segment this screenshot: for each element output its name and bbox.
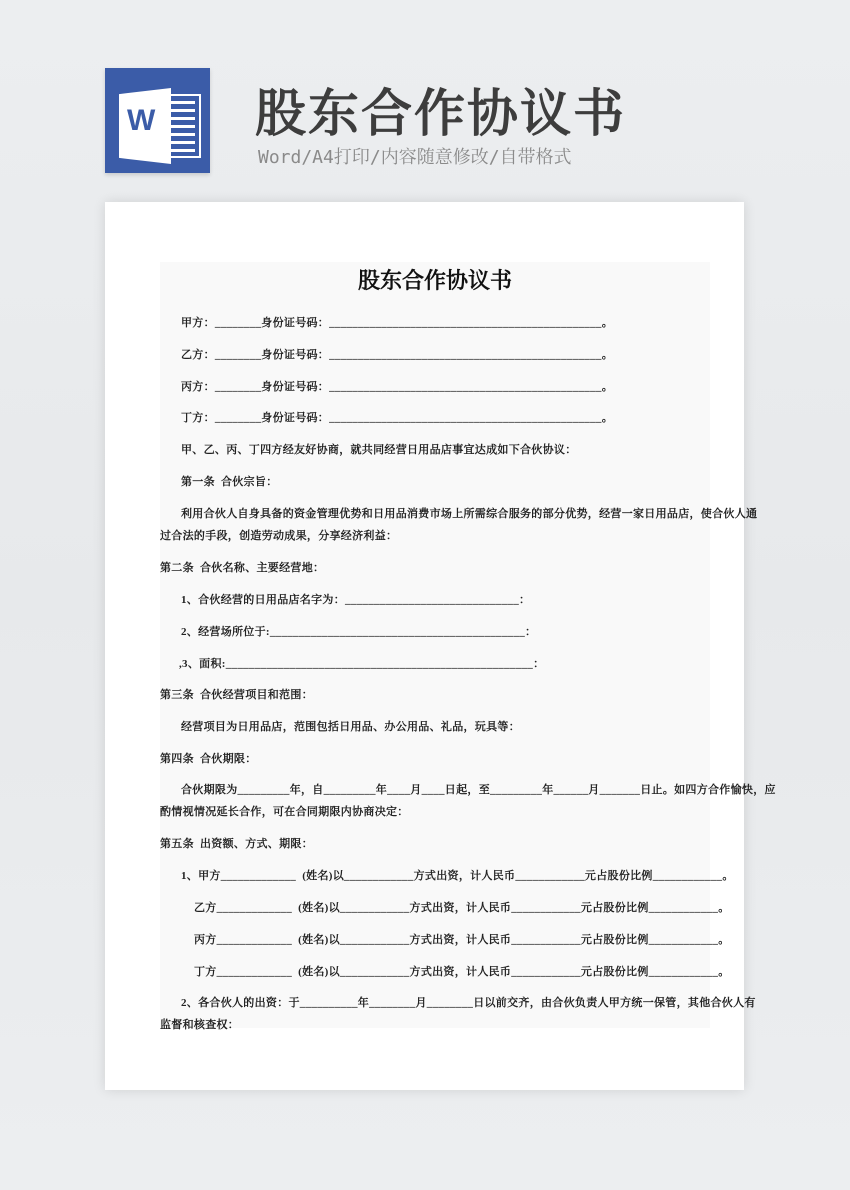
paragraph: 利用合伙人自身具备的资金管理优势和日用品消费市场上所需综合服务的部分优势，经营一家日用品店，使合伙人通 — [181, 508, 758, 520]
document-title: 股东合作协议书 — [357, 268, 512, 294]
paragraph: 监督和核查权： — [160, 1019, 240, 1031]
contribution-line: 1、甲方_____________ (姓名)以____________方式出资，计人民币____________元占股份比例____________。 — [181, 870, 734, 882]
paragraph: 2、经营场所位于:____________________________________________： — [181, 626, 537, 638]
document-content — [160, 262, 776, 1031]
article-heading: 第四条 合伙期限： — [160, 753, 257, 765]
word-letter: W — [127, 104, 156, 137]
party-line: 丙方：________身份证号码：_______________________________________________。 — [181, 381, 613, 393]
contribution-line: 乙方_____________ (姓名)以____________方式出资，计人民币____________元占股份比例____________。 — [194, 902, 730, 914]
contribution-line: 丁方_____________ (姓名)以____________方式出资，计人民币____________元占股份比例____________。 — [194, 966, 730, 978]
contribution-line: 丙方_____________ (姓名)以____________方式出资，计人民币____________元占股份比例____________。 — [194, 934, 730, 946]
paragraph: ,3、面积:_____________________________________________________： — [179, 658, 545, 670]
word-icon — [105, 68, 210, 173]
article-heading: 第一条 合伙宗旨： — [181, 476, 278, 488]
paragraph: 2、各合伙人的出资：于__________年________月________日以前交齐，由合伙负责人甲方统一保管，其他合伙人有 — [181, 997, 756, 1009]
paragraph: 合伙期限为_________年，自_________年____月____日起，至_________年______月_______日止。如四方合作愉快，应 — [181, 784, 776, 796]
paragraph: 甲、乙、丙、丁四方经友好协商，就共同经营日用品店事宜达成如下合伙协议： — [181, 444, 577, 456]
paragraph: 过合法的手段，创造劳动成果，分享经济利益： — [160, 530, 398, 542]
party-line: 甲方：________身份证号码：_______________________________________________。 — [181, 317, 613, 329]
paragraph: 经营项目为日用品店，范围包括日用品、办公用品、礼品，玩具等： — [181, 721, 520, 733]
paragraph: 1、合伙经营的日用品店名字为：______________________________： — [181, 594, 531, 606]
party-line: 乙方：________身份证号码：_______________________________________________。 — [181, 349, 613, 361]
hero-title: 股东合作协议书 — [255, 85, 627, 144]
hero-subtitle: Word/A4打印/内容随意修改/自带格式 — [258, 147, 572, 168]
article-heading: 第三条 合伙经营项目和范围： — [160, 689, 313, 701]
party-line: 丁方：________身份证号码：_______________________________________________。 — [181, 412, 613, 424]
article-heading: 第五条 出资额、方式、期限： — [160, 838, 313, 850]
article-heading: 第二条 合伙名称、主要经营地： — [160, 562, 325, 574]
paragraph: 酌情视情况延长合作，可在合同期限内协商决定： — [160, 806, 409, 818]
